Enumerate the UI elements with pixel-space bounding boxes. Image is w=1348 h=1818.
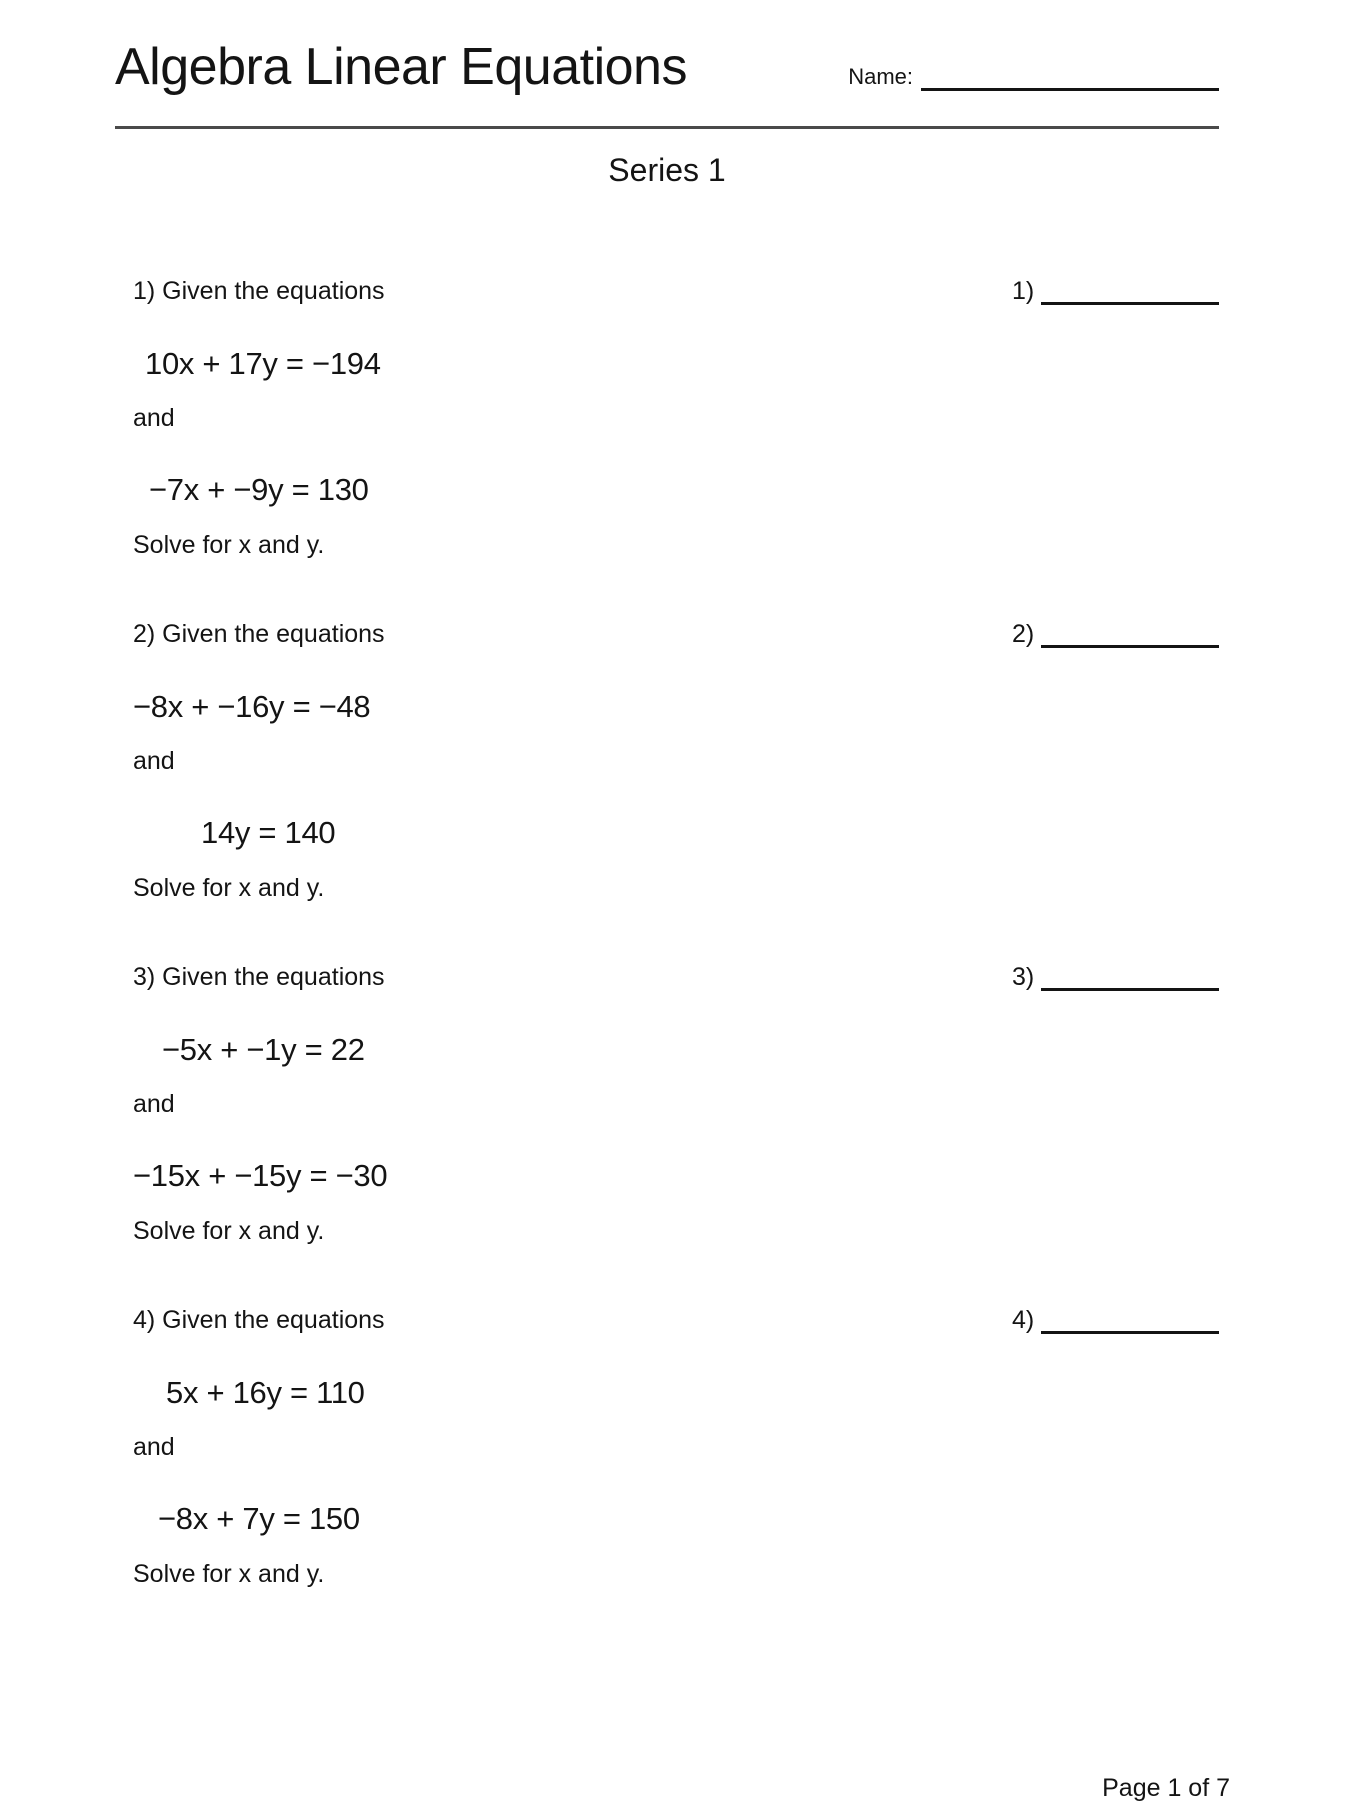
problems-list	[133, 275, 1219, 1590]
equation-second: −8x + 7y = 150	[158, 1501, 360, 1536]
series-title: Series 1	[608, 152, 726, 188]
and-label: and	[133, 747, 175, 775]
problem-item	[133, 618, 1219, 904]
answer-blank-line	[1041, 1331, 1219, 1334]
name-blank-line	[921, 88, 1219, 91]
answer-blank	[1012, 275, 1219, 307]
page-title: Algebra Linear Equations	[115, 38, 687, 96]
equation-first: −8x + −16y = −48	[133, 689, 371, 724]
page-footer: Page 1 of 7	[1102, 1774, 1230, 1802]
answer-blank	[1012, 1304, 1219, 1336]
and-label: and	[133, 1433, 175, 1461]
answer-number: 4)	[1012, 1306, 1035, 1334]
answer-blank	[1012, 618, 1219, 650]
problem-prompt: 3) Given the equations	[133, 963, 385, 991]
equation-second: −7x + −9y = 130	[149, 472, 369, 507]
equation-first: −5x + −1y = 22	[162, 1032, 365, 1067]
answer-blank-line	[1041, 645, 1219, 648]
problem-header-row	[133, 618, 1219, 650]
equation-second: 14y = 140	[201, 815, 336, 850]
solve-instruction: Solve for x and y.	[133, 531, 325, 559]
header-divider	[115, 126, 1219, 129]
problem-item	[133, 1304, 1219, 1590]
answer-blank-line	[1041, 988, 1219, 991]
problem-item	[133, 961, 1219, 1247]
solve-instruction: Solve for x and y.	[133, 874, 325, 902]
problem-prompt: 1) Given the equations	[133, 277, 385, 305]
problem-header-row	[133, 961, 1219, 993]
and-label: and	[133, 404, 175, 432]
name-label: Name:	[848, 64, 913, 89]
and-label: and	[133, 1090, 175, 1118]
problem-prompt: 2) Given the equations	[133, 620, 385, 648]
problem-prompt: 4) Given the equations	[133, 1306, 385, 1334]
answer-number: 1)	[1012, 277, 1035, 305]
equation-first: 10x + 17y = −194	[145, 346, 381, 381]
equation-first: 5x + 16y = 110	[166, 1375, 365, 1410]
answer-number: 3)	[1012, 963, 1035, 991]
problem-header-row	[133, 1304, 1219, 1336]
problem-item	[133, 275, 1219, 561]
name-field	[848, 64, 1219, 90]
problem-header-row	[133, 275, 1219, 307]
answer-blank-line	[1041, 302, 1219, 305]
answer-blank	[1012, 961, 1219, 993]
equation-second: −15x + −15y = −30	[133, 1158, 388, 1193]
header	[115, 38, 1219, 96]
answer-number: 2)	[1012, 620, 1035, 648]
solve-instruction: Solve for x and y.	[133, 1560, 325, 1588]
solve-instruction: Solve for x and y.	[133, 1217, 325, 1245]
